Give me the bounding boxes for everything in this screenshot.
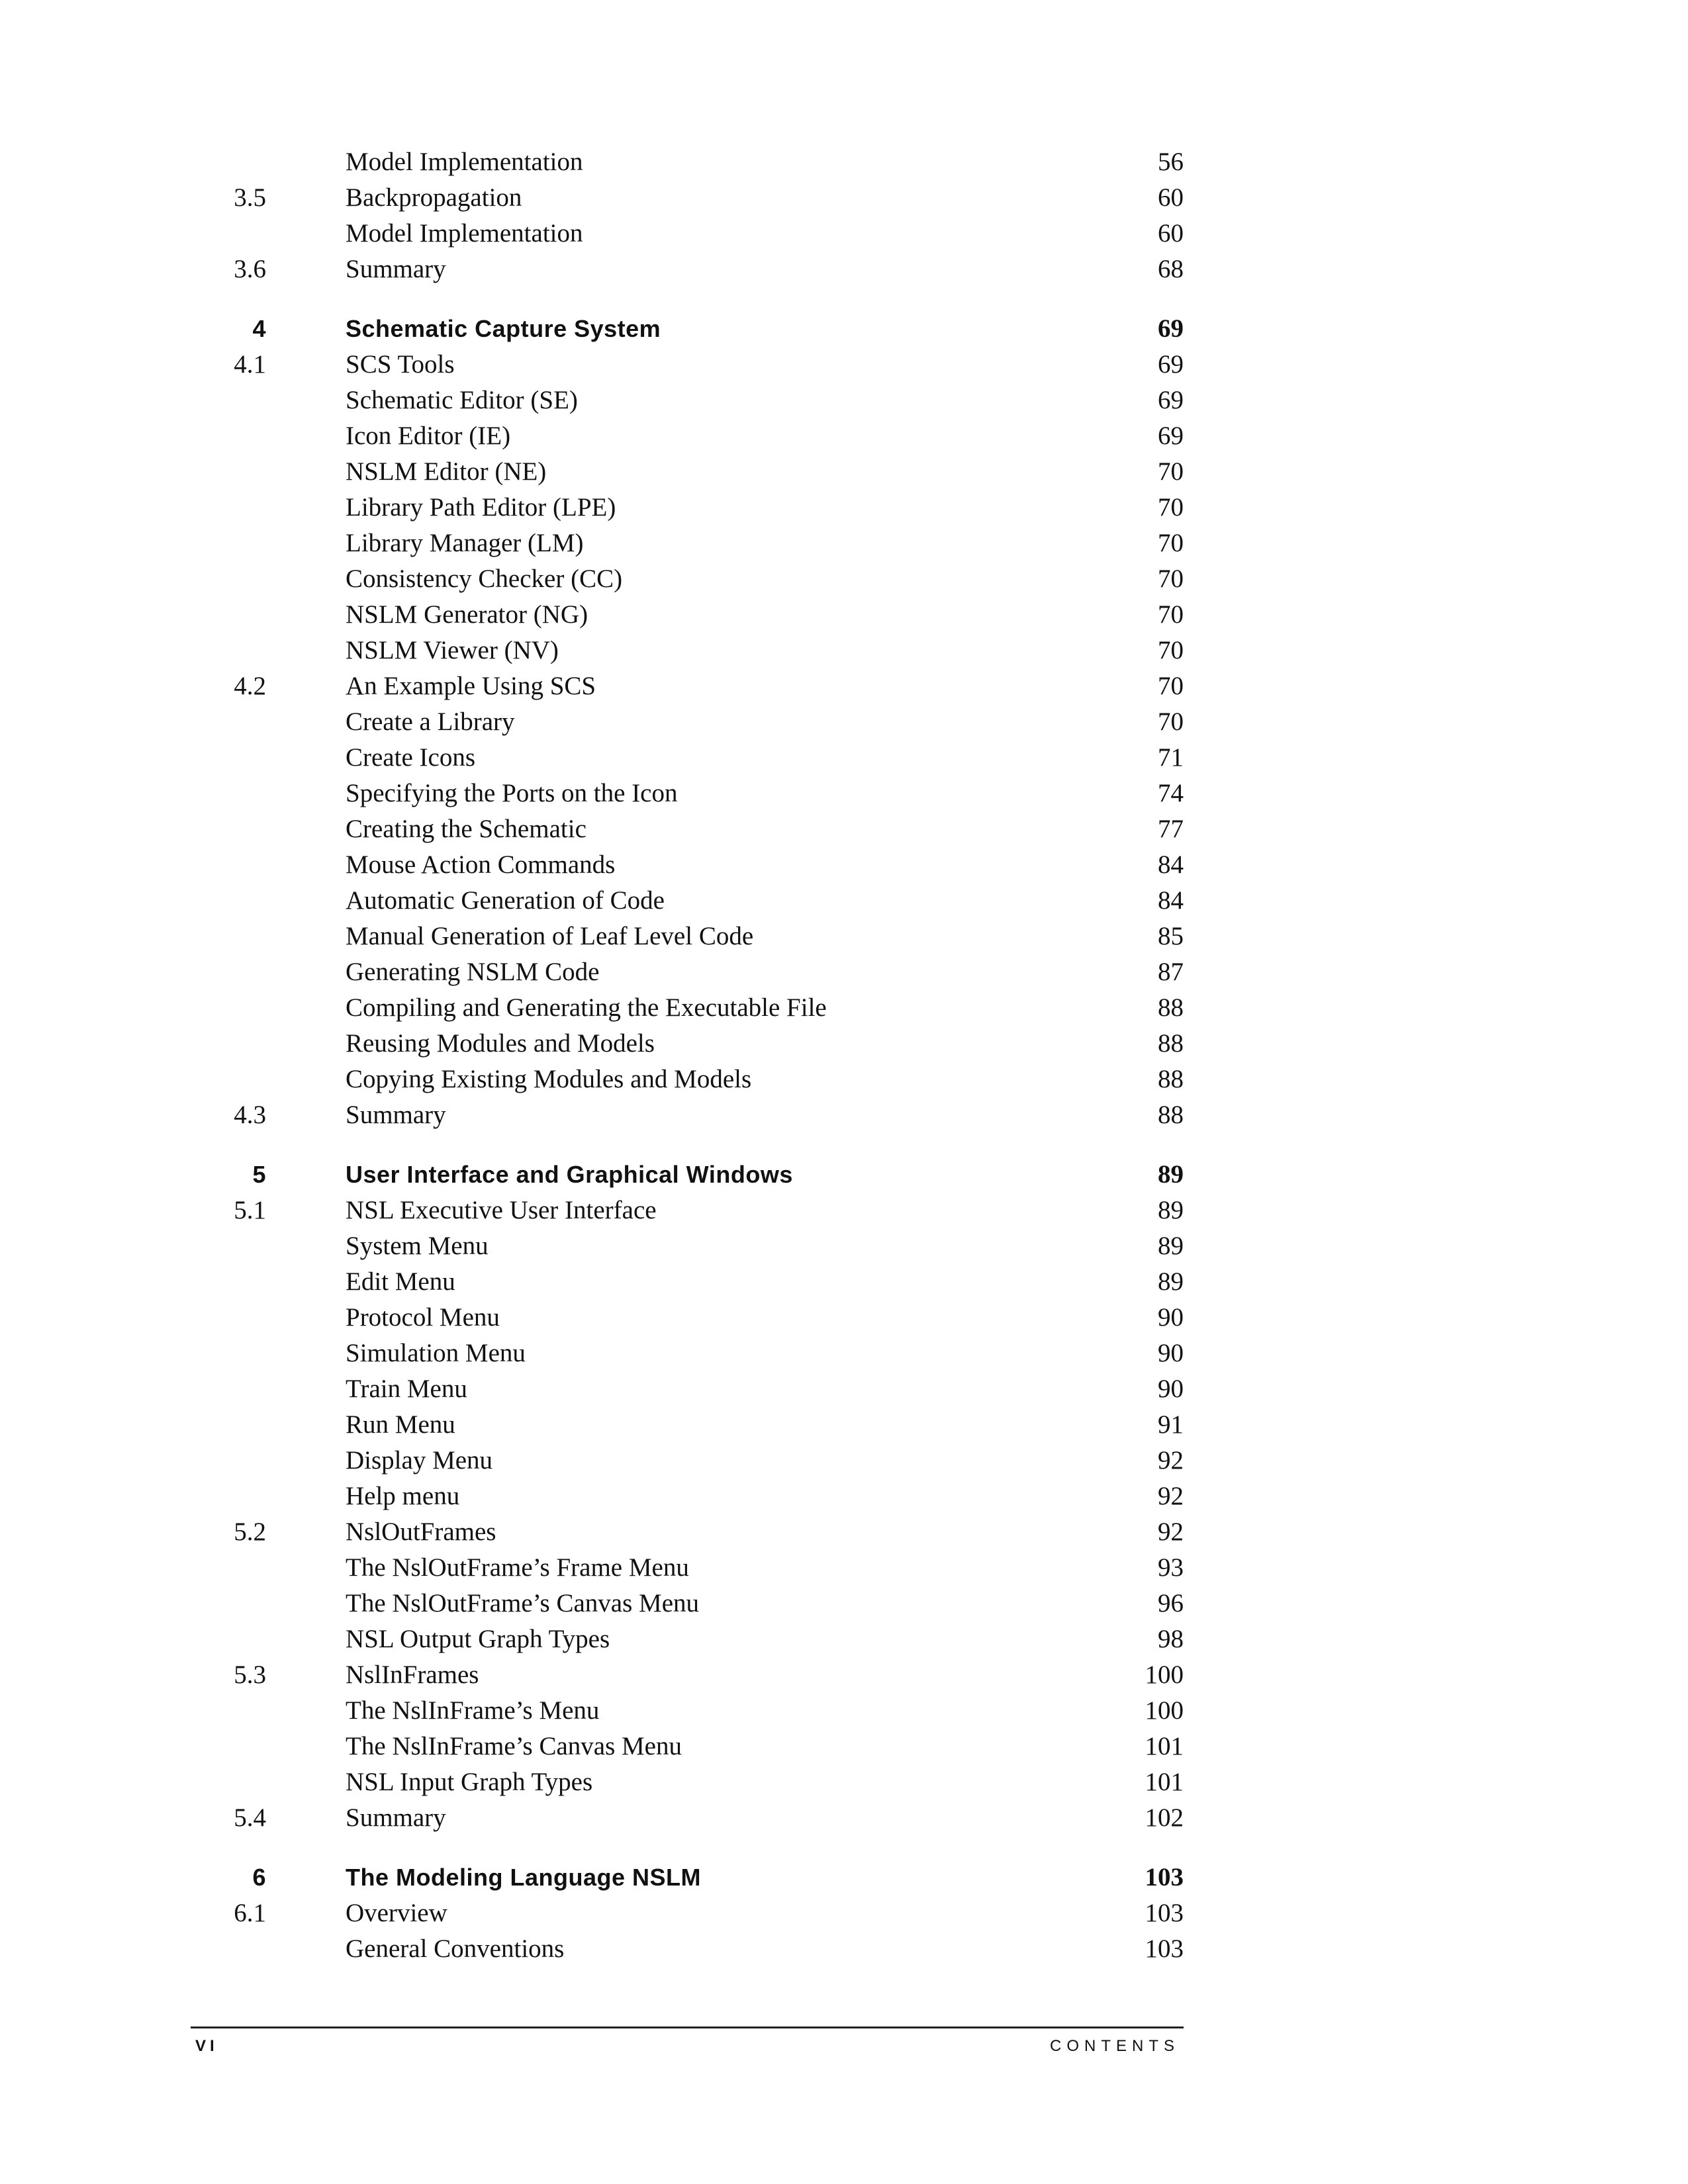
toc-entry	[185, 1481, 1184, 1517]
toc-entry-page: 70	[1158, 457, 1184, 486]
toc-entry-title: Library Path Editor (LPE)	[346, 493, 616, 522]
toc-entry	[185, 1767, 1184, 1803]
toc-entry	[185, 1624, 1184, 1660]
toc-entry-page: 88	[1158, 1101, 1184, 1129]
toc-entry-page: 84	[1158, 850, 1184, 879]
toc-entry-title: Schematic Capture System	[346, 315, 661, 342]
toc-entry-page: 90	[1158, 1303, 1184, 1332]
toc-entry	[185, 1302, 1184, 1338]
toc-entry-title: Consistency Checker (CC)	[346, 565, 623, 593]
toc-entry	[185, 743, 1184, 778]
toc-entry-page: 88	[1158, 1065, 1184, 1093]
toc-entry	[185, 635, 1184, 671]
toc-entry-title: Protocol Menu	[346, 1303, 500, 1332]
toc-entry-title: The Modeling Language NSLM	[346, 1864, 701, 1891]
toc-entry-title: System Menu	[346, 1232, 489, 1260]
toc-entry-title: The NslOutFrame’s Canvas Menu	[346, 1589, 700, 1617]
toc-entry-title: Create a Library	[346, 707, 515, 736]
toc-entry	[185, 850, 1184, 886]
toc-entry	[185, 1338, 1184, 1374]
toc-entry	[185, 1588, 1184, 1624]
toc-entry-page: 90	[1158, 1339, 1184, 1367]
toc-entry-page: 70	[1158, 600, 1184, 629]
toc-entry-title: NSL Output Graph Types	[346, 1625, 610, 1653]
toc-entry-title: Summary	[346, 1101, 446, 1129]
toc-entry-number: 5.4	[234, 1803, 266, 1832]
toc-entry-title: NslOutFrames	[346, 1518, 496, 1546]
toc-entry-title: Automatic Generation of Code	[346, 886, 665, 915]
toc-entry-title: NSLM Editor (NE)	[346, 457, 547, 486]
toc-entry-title: NSL Input Graph Types	[346, 1768, 593, 1796]
toc-entry-title: Summary	[346, 1803, 446, 1832]
toc-entry	[185, 1374, 1184, 1410]
toc-entry-page: 69	[1158, 422, 1184, 450]
toc-entry-page: 101	[1145, 1768, 1184, 1796]
toc-entry-title: The NslInFrame’s Menu	[346, 1696, 600, 1725]
toc-entry-title: Simulation Menu	[346, 1339, 526, 1367]
toc-entry-title: NSLM Viewer (NV)	[346, 636, 559, 664]
toc-entry	[185, 457, 1184, 492]
toc-entry	[185, 957, 1184, 993]
toc-entry	[185, 1803, 1184, 1839]
toc-entry-page: 96	[1158, 1589, 1184, 1617]
toc-entry-number: 3.6	[234, 255, 266, 283]
toc-entry	[185, 1100, 1184, 1136]
toc-entry-number: 4.2	[234, 672, 266, 700]
toc-entry-page: 60	[1158, 183, 1184, 212]
toc-chapter-entry	[185, 314, 1184, 349]
toc-entry	[185, 1696, 1184, 1731]
toc-entry-page: 87	[1158, 958, 1184, 986]
toc-entry-number: 5.3	[234, 1661, 266, 1689]
toc-entry-page: 89	[1158, 1196, 1184, 1224]
toc-entry	[185, 564, 1184, 600]
toc-entry-page: 100	[1145, 1661, 1184, 1689]
toc-entry-title: Mouse Action Commands	[346, 850, 616, 879]
toc-entry-page: 85	[1158, 922, 1184, 950]
toc-entry-title: Creating the Schematic	[346, 815, 586, 843]
toc-entry	[185, 1553, 1184, 1588]
toc-entry-number: 6	[252, 1864, 266, 1891]
toc-entry-page: 89	[1158, 1267, 1184, 1296]
toc-entry-page: 100	[1145, 1696, 1184, 1725]
toc-entry-title: Schematic Editor (SE)	[346, 386, 578, 414]
toc-entry-number: 5	[252, 1161, 266, 1188]
toc-entry-title: The NslOutFrame’s Frame Menu	[346, 1553, 689, 1582]
toc-entry-page: 70	[1158, 636, 1184, 664]
toc-entry-number: 4.3	[234, 1101, 266, 1129]
toc-entry-title: Model Implementation	[346, 148, 583, 176]
toc-entry-title: Reusing Modules and Models	[346, 1029, 655, 1058]
toc-entry	[185, 778, 1184, 814]
toc-entry-title: Model Implementation	[346, 219, 583, 248]
toc-chapter-entry	[185, 1862, 1184, 1898]
toc-entry-number: 5.1	[234, 1196, 266, 1224]
toc-entry-page: 69	[1158, 314, 1184, 343]
toc-entry	[185, 600, 1184, 635]
toc-entry-title: NSL Executive User Interface	[346, 1196, 657, 1224]
toc-entry	[185, 254, 1184, 290]
toc-entry-page: 69	[1158, 386, 1184, 414]
toc-entry-title: Manual Generation of Leaf Level Code	[346, 922, 754, 950]
toc-entry-page: 102	[1145, 1803, 1184, 1832]
toc-entry-title: NslInFrames	[346, 1661, 479, 1689]
toc-entry-page: 90	[1158, 1375, 1184, 1403]
toc-entry-page: 70	[1158, 707, 1184, 736]
toc-entry-title: Create Icons	[346, 743, 475, 772]
toc-entry	[185, 492, 1184, 528]
toc-entry	[185, 1934, 1184, 1970]
toc-entry-page: 103	[1145, 1863, 1184, 1891]
table-of-contents	[185, 147, 1184, 1970]
toc-entry-title: Generating NSLM Code	[346, 958, 600, 986]
toc-entry-page: 91	[1158, 1410, 1184, 1439]
toc-entry	[185, 1267, 1184, 1302]
toc-entry-title: Train Menu	[346, 1375, 467, 1403]
toc-entry	[185, 814, 1184, 850]
toc-entry-number: 4.1	[234, 350, 266, 379]
toc-entry-page: 93	[1158, 1553, 1184, 1582]
toc-entry-title: Compiling and Generating the Executable File	[346, 993, 827, 1022]
toc-entry	[185, 1410, 1184, 1445]
toc-entry	[185, 147, 1184, 183]
toc-entry-title: Help menu	[346, 1482, 460, 1510]
toc-entry	[185, 183, 1184, 218]
toc-entry-page: 101	[1145, 1732, 1184, 1760]
toc-entry-title: SCS Tools	[346, 350, 455, 379]
toc-entry	[185, 886, 1184, 921]
toc-entry-title: An Example Using SCS	[346, 672, 596, 700]
toc-entry-page: 74	[1158, 779, 1184, 807]
toc-entry	[185, 1028, 1184, 1064]
toc-entry-page: 88	[1158, 993, 1184, 1022]
toc-entry	[185, 1195, 1184, 1231]
toc-entry-page: 103	[1145, 1934, 1184, 1963]
toc-entry-page: 68	[1158, 255, 1184, 283]
toc-entry	[185, 921, 1184, 957]
toc-entry-page: 71	[1158, 743, 1184, 772]
toc-entry	[185, 218, 1184, 254]
toc-entry-number: 4	[252, 315, 266, 342]
toc-entry	[185, 1731, 1184, 1767]
toc-entry	[185, 385, 1184, 421]
toc-entry-title: The NslInFrame’s Canvas Menu	[346, 1732, 682, 1760]
toc-entry-page: 69	[1158, 350, 1184, 379]
toc-entry-title: Specifying the Ports on the Icon	[346, 779, 678, 807]
toc-entry-page: 98	[1158, 1625, 1184, 1653]
toc-entry-title: Library Manager (LM)	[346, 529, 584, 557]
footer-page-number: VI	[195, 2037, 218, 2055]
toc-entry	[185, 1064, 1184, 1100]
toc-entry-page: 70	[1158, 565, 1184, 593]
toc-entry	[185, 528, 1184, 564]
toc-entry-page: 92	[1158, 1482, 1184, 1510]
toc-entry-page: 103	[1145, 1899, 1184, 1927]
toc-entry	[185, 1231, 1184, 1267]
toc-entry-title: NSLM Generator (NG)	[346, 600, 588, 629]
toc-entry-page: 84	[1158, 886, 1184, 915]
toc-entry	[185, 1660, 1184, 1696]
footer-section-label: CONTENTS	[1050, 2037, 1180, 2055]
toc-entry	[185, 1898, 1184, 1934]
toc-entry-page: 77	[1158, 815, 1184, 843]
toc-entry-title: General Conventions	[346, 1934, 565, 1963]
toc-entry-page: 56	[1158, 148, 1184, 176]
toc-entry-page: 88	[1158, 1029, 1184, 1058]
toc-entry-page: 70	[1158, 529, 1184, 557]
toc-entry-page: 70	[1158, 672, 1184, 700]
toc-entry	[185, 707, 1184, 743]
toc-entry-number: 5.2	[234, 1518, 266, 1546]
toc-entry-page: 60	[1158, 219, 1184, 248]
toc-entry-title: Overview	[346, 1899, 447, 1927]
toc-entry	[185, 1445, 1184, 1481]
toc-entry-title: User Interface and Graphical Windows	[346, 1161, 793, 1188]
toc-entry-title: Run Menu	[346, 1410, 455, 1439]
toc-entry	[185, 421, 1184, 457]
toc-entry-page: 89	[1158, 1232, 1184, 1260]
toc-entry-title: Edit Menu	[346, 1267, 455, 1296]
toc-chapter-entry	[185, 1160, 1184, 1195]
toc-entry-title: Display Menu	[346, 1446, 493, 1475]
toc-entry-title: Summary	[346, 255, 446, 283]
footer-rule	[191, 2026, 1184, 2028]
toc-entry-page: 92	[1158, 1518, 1184, 1546]
toc-entry-page: 70	[1158, 493, 1184, 522]
toc-entry	[185, 993, 1184, 1028]
toc-entry-title: Icon Editor (IE)	[346, 422, 511, 450]
toc-entry	[185, 1517, 1184, 1553]
toc-entry-number: 6.1	[234, 1899, 266, 1927]
toc-entry-number: 3.5	[234, 183, 266, 212]
toc-entry-page: 89	[1158, 1160, 1184, 1189]
toc-entry-title: Copying Existing Modules and Models	[346, 1065, 752, 1093]
toc-entry	[185, 671, 1184, 707]
toc-entry-title: Backpropagation	[346, 183, 522, 212]
toc-entry-page: 92	[1158, 1446, 1184, 1475]
toc-entry	[185, 349, 1184, 385]
